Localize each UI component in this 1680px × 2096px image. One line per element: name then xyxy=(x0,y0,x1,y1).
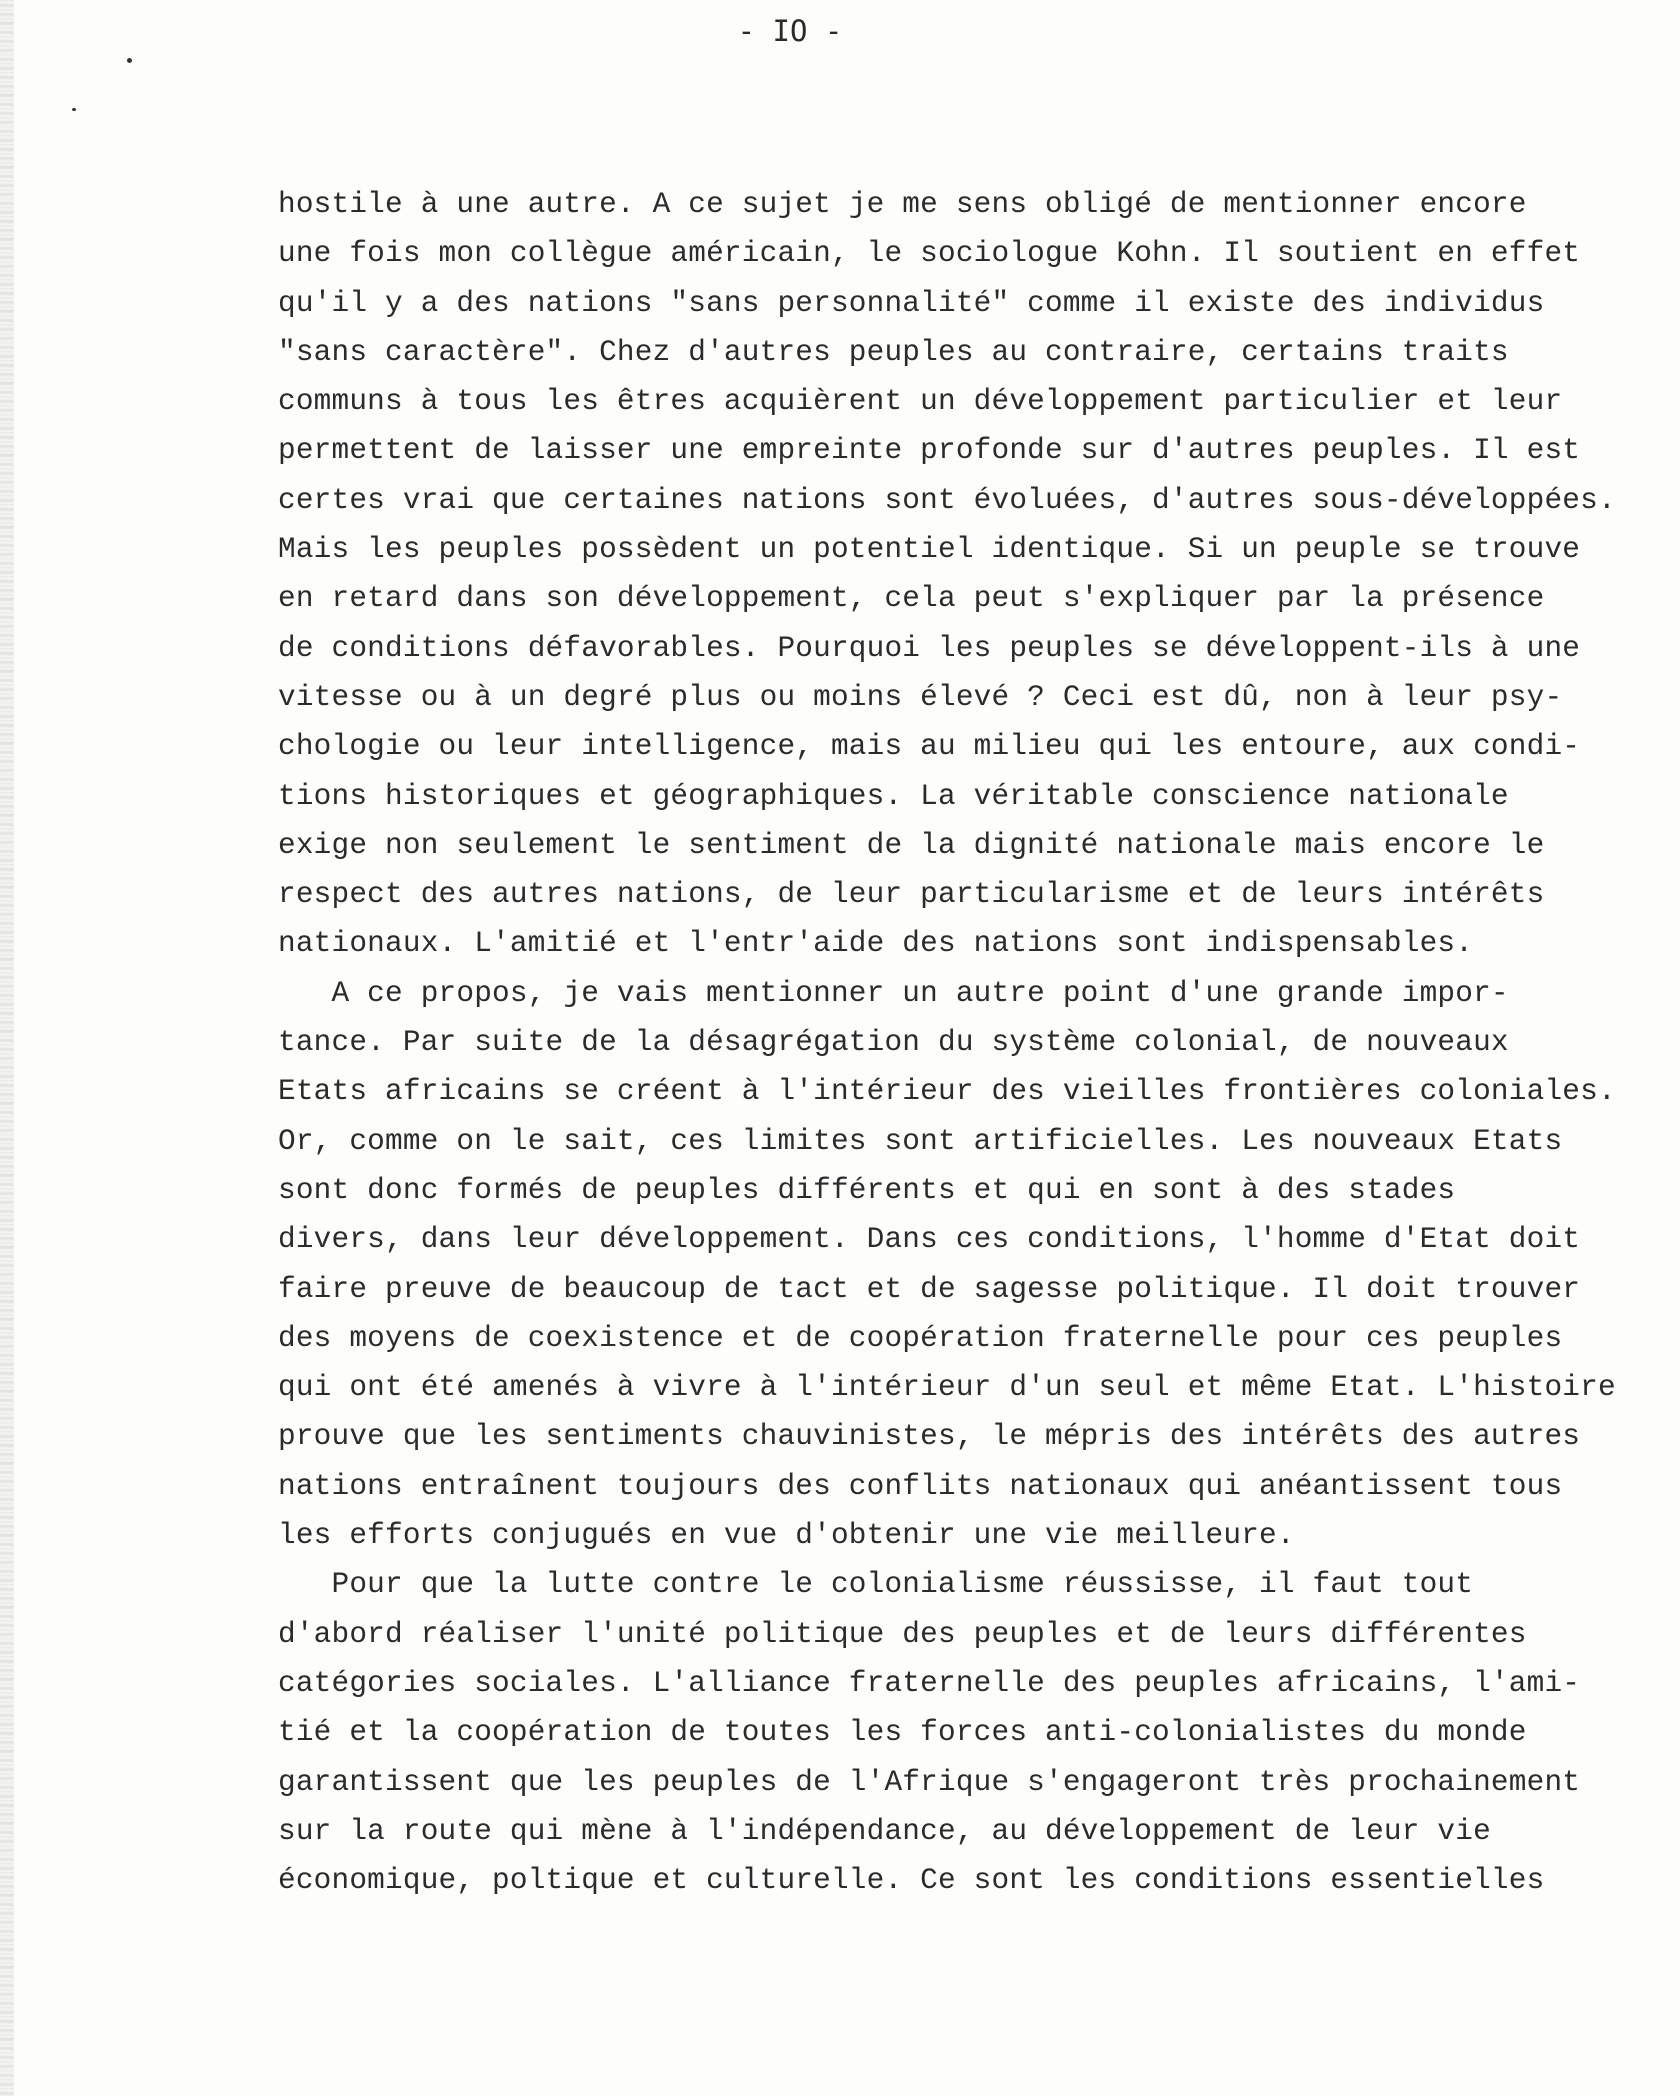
text-line: tance. Par suite de la désagrégation du système colonial, de nouveaux xyxy=(278,1026,1509,1060)
text-line: sont donc formés de peuples différents et qui en sont à des stades xyxy=(278,1173,1456,1207)
text-line: respect des autres nations, de leur particularisme et de leurs intérêts xyxy=(278,878,1545,912)
text-line: A ce propos, je vais mentionner un autre point d'une grande impor- xyxy=(278,976,1509,1010)
text-line: Mais les peuples possèdent un potentiel identique. Si un peuple se trouve xyxy=(278,533,1581,567)
scan-speck xyxy=(72,108,76,111)
text-line: qui ont été amenés à vivre à l'intérieur d'un seul et même Etat. L'histoire xyxy=(278,1371,1616,1405)
text-line: vitesse ou à un degré plus ou moins élevé ? Ceci est dû, non à leur psy- xyxy=(278,680,1563,714)
text-line: les efforts conjugués en vue d'obtenir une vie meilleure. xyxy=(278,1519,1295,1553)
page-number: - IO - xyxy=(737,14,843,48)
text-line: divers, dans leur développement. Dans ces conditions, l'homme d'Etat doit xyxy=(278,1223,1581,1257)
text-line: Or, comme on le sait, ces limites sont artificielles. Les nouveaux Etats xyxy=(278,1124,1563,1158)
text-line: sur la route qui mène à l'indépendance, au développement de leur vie xyxy=(278,1814,1491,1848)
text-line: exige non seulement le sentiment de la dignité nationale mais encore le xyxy=(278,828,1545,862)
scan-edge-strip xyxy=(0,0,14,2096)
text-line: d'abord réaliser l'unité politique des peuples et de leurs différentes xyxy=(278,1617,1527,1651)
text-line: tié et la coopération de toutes les forces anti-colonialistes du monde xyxy=(278,1716,1527,1750)
text-line: certes vrai que certaines nations sont évoluées, d'autres sous-développées. xyxy=(278,483,1616,517)
text-line: tions historiques et géographiques. La véritable conscience nationale xyxy=(278,779,1509,813)
text-line: prouve que les sentiments chauvinistes, le mépris des intérêts des autres xyxy=(278,1420,1581,1454)
text-line: des moyens de coexistence et de coopération fraternelle pour ces peuples xyxy=(278,1321,1563,1355)
text-line: permettent de laisser une empreinte profonde sur d'autres peuples. Il est xyxy=(278,434,1581,468)
text-line: communs à tous les êtres acquièrent un dé‍veloppement particulier et leur xyxy=(278,385,1563,419)
text-line: nationaux. L'amitié et l'entr'aide des nations sont indispensables. xyxy=(278,927,1474,961)
text-line: Pour que la lutte contre le colonialisme réussisse, il faut tout xyxy=(278,1568,1474,1602)
text-line: faire preuve de beaucoup de tact et de sagesse politique. Il doit trouver xyxy=(278,1272,1581,1306)
text-line: qu'il y a des nations "sans personnalité" comme il existe des individus xyxy=(278,286,1545,320)
text-line: une fois mon collègue américain, le sociologue Kohn. Il soutient en effet xyxy=(278,237,1581,271)
body-text xyxy=(278,180,1678,1905)
text-line: catégories sociales. L'alliance fraternelle des peuples africains, l'ami- xyxy=(278,1666,1581,1700)
text-line: en retard dans son développement, cela peut s'expliquer par la présence xyxy=(278,582,1545,616)
text-line: garantissent que les peuples de l'Afrique s'engageront très prochainement xyxy=(278,1765,1581,1799)
text-line: hostile à une autre. A ce sujet je me sens obligé de mentionner encore xyxy=(278,188,1527,221)
text-line: "sans caractère". Chez d'autres peuples au contraire, certains traits xyxy=(278,335,1509,369)
text-line: économique, poltique et culturelle. Ce sont les conditions essentielles xyxy=(278,1864,1545,1898)
scan-speck xyxy=(127,58,132,63)
text-line: chologie ou leur intelligence, mais au milieu qui les entoure, aux condi- xyxy=(278,730,1581,764)
text-line: de conditions défavorables. Pourquoi les peuples se développent-ils à une xyxy=(278,631,1581,665)
text-line: nations entraînent toujours des conflits nationaux qui anéantissent tous xyxy=(278,1469,1563,1503)
text-line: Etats africains se créent à l'intérieur des vieilles frontières coloniales. xyxy=(278,1075,1616,1109)
